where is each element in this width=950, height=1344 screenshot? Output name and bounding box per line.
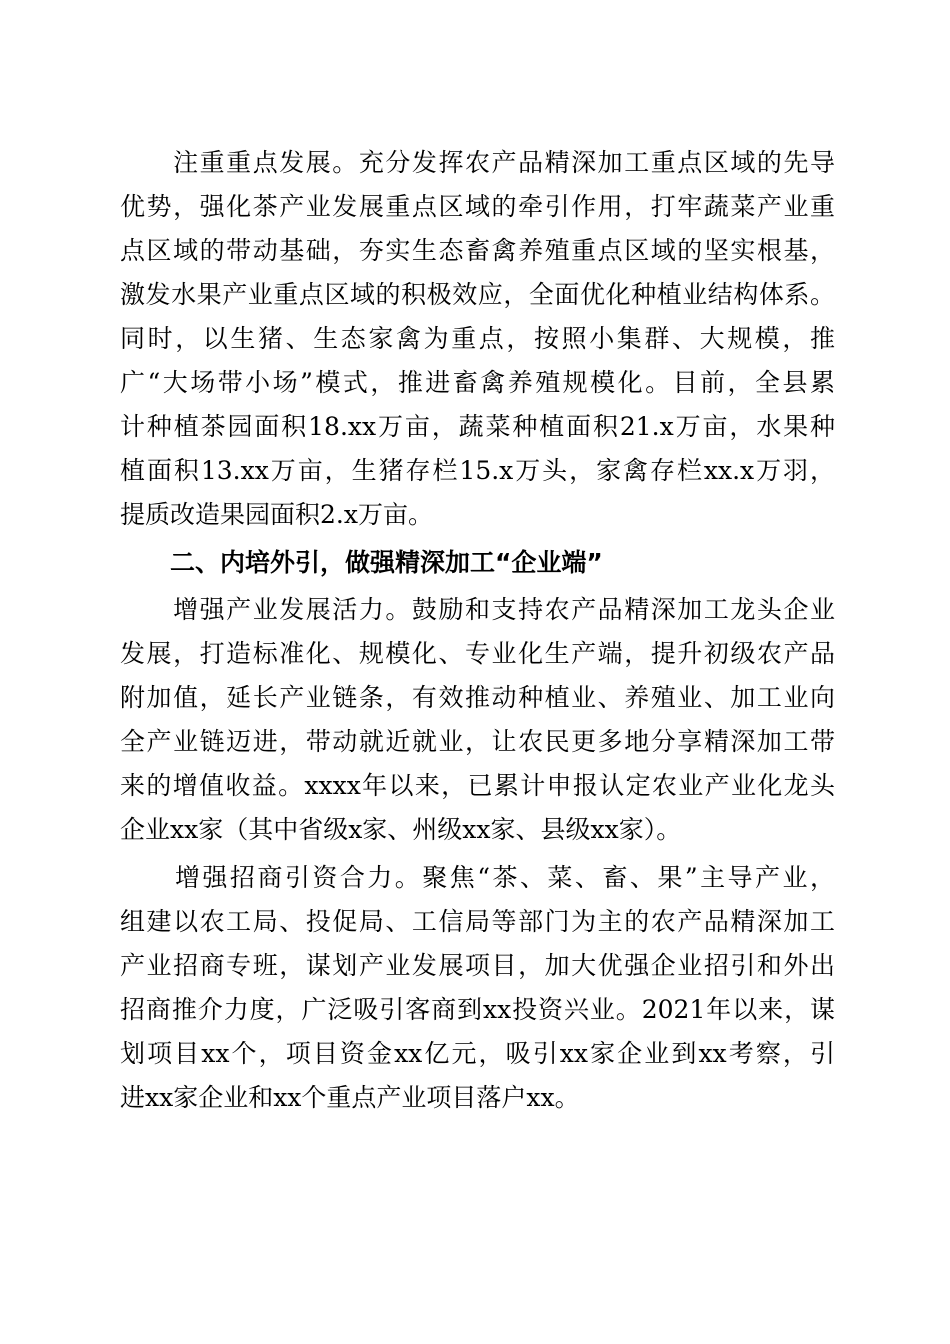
paragraph-line: 全产业链迈进，带动就近就业，让农民更多地分享精深加工带 bbox=[120, 727, 835, 756]
paragraph-line: 来的增值收益。xxxx年以来，已累计申报认定农业产业化龙头 bbox=[120, 771, 835, 800]
paragraph-line: 增强招商引资合力。聚焦“茶、菜、畜、果”主导产业， bbox=[120, 863, 835, 892]
paragraph-line: 发展，打造标准化、规模化、专业化生产端，提升初级农产品 bbox=[120, 639, 835, 668]
paragraph-line: 企业xx家（其中省级x家、州级xx家、县级xx家）。 bbox=[120, 815, 682, 844]
paragraph-line: 注重重点发展。充分发挥农产品精深加工重点区域的先导 bbox=[120, 148, 835, 177]
paragraph-line: 点区域的带动基础，夯实生态畜禽养殖重点区域的坚实根基， bbox=[120, 236, 835, 265]
paragraph-line: 广“大场带小场”模式，推进畜禽养殖规模化。目前，全县累 bbox=[120, 368, 835, 397]
paragraph-line: 增强产业发展活力。鼓励和支持农产品精深加工龙头企业 bbox=[120, 595, 835, 624]
paragraph-line: 植面积13.xx万亩，生猪存栏15.x万头，家禽存栏xx.x万羽， bbox=[120, 456, 835, 485]
paragraph-line: 附加值，延长产业链条，有效推动种植业、养殖业、加工业向 bbox=[120, 683, 835, 712]
paragraph-line: 提质改造果园面积2.x万亩。 bbox=[120, 500, 433, 529]
paragraph-line: 产业招商专班，谋划产业发展项目，加大优强企业招引和外出 bbox=[120, 951, 835, 980]
paragraph-line: 划项目xx个，项目资金xx亿元，吸引xx家企业到xx考察，引 bbox=[120, 1039, 835, 1068]
paragraph-line: 优势，强化茶产业发展重点区域的牵引作用，打牢蔬菜产业重 bbox=[120, 192, 835, 221]
section-heading: 二、内培外引，做强精深加工“企业端” bbox=[120, 548, 603, 577]
paragraph-line: 招商推介力度，广泛吸引客商到xx投资兴业。2021年以来，谋 bbox=[120, 995, 835, 1024]
paragraph-line: 计种植茶园面积18.xx万亩，蔬菜种植面积21.x万亩，水果种 bbox=[120, 412, 835, 441]
paragraph-line: 组建以农工局、投促局、工信局等部门为主的农产品精深加工 bbox=[120, 907, 835, 936]
paragraph-line: 激发水果产业重点区域的积极效应，全面优化种植业结构体系。 bbox=[120, 280, 835, 309]
paragraph-line: 同时，以生猪、生态家禽为重点，按照小集群、大规模，推 bbox=[120, 324, 835, 353]
paragraph-line: 进xx家企业和xx个重点产业项目落户xx。 bbox=[120, 1083, 580, 1112]
